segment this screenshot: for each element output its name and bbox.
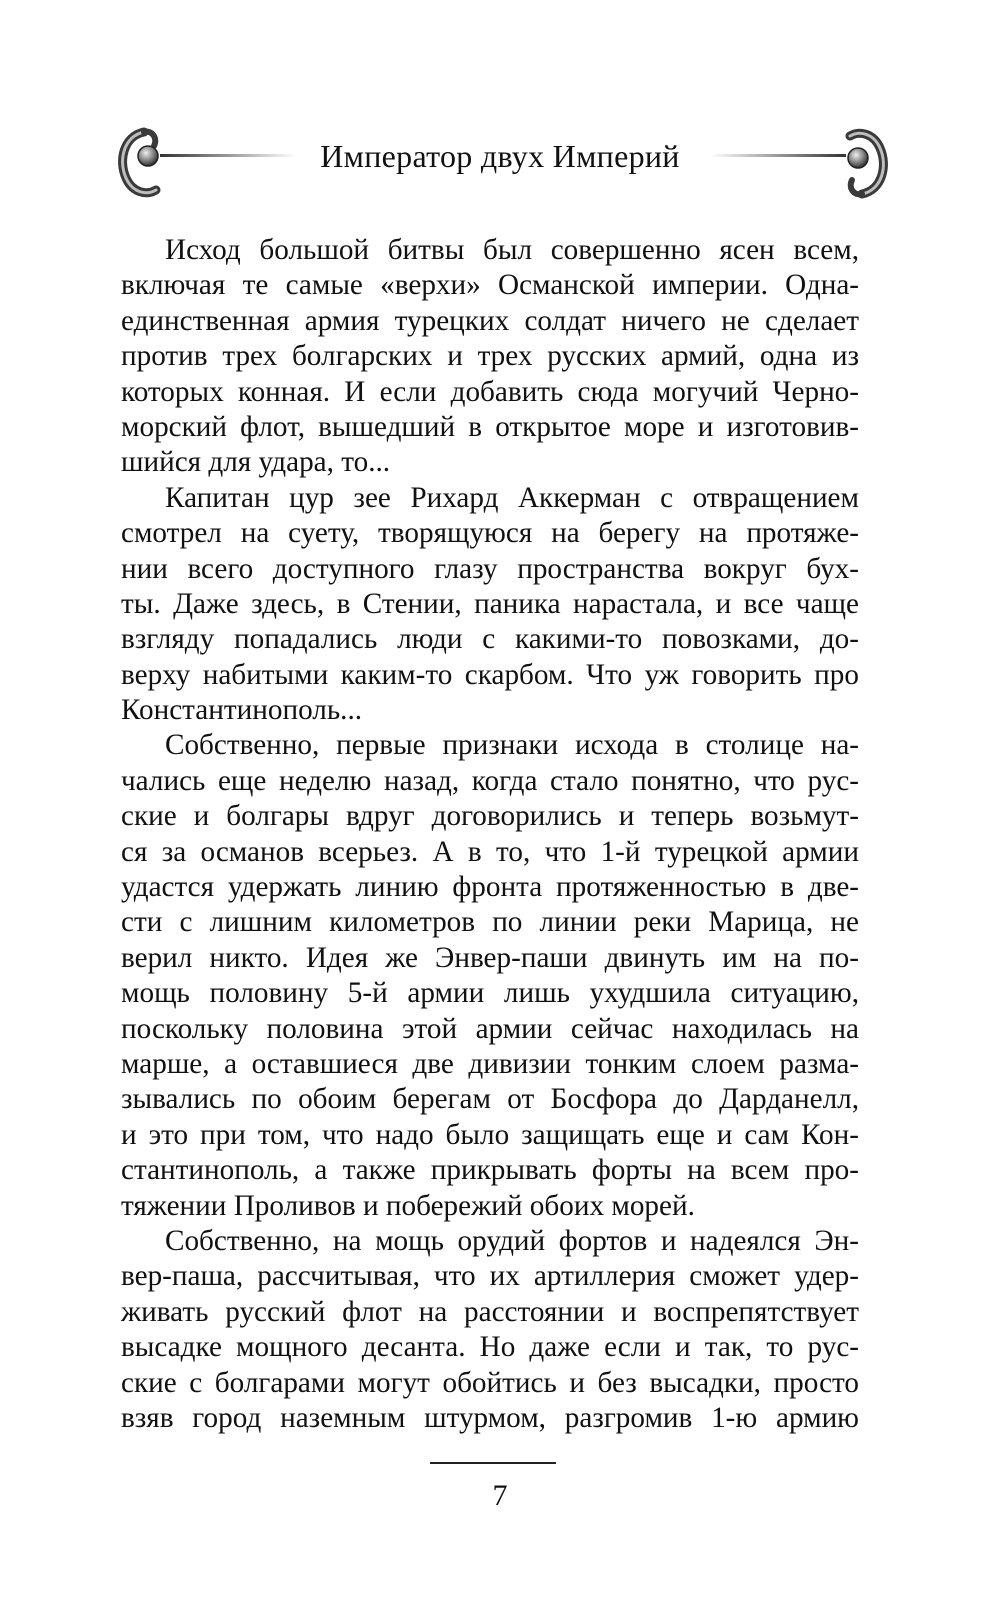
- body-text: [121, 233, 859, 1436]
- header-title: Император двух Империй: [320, 138, 680, 174]
- text-line: Собственно, первые признаки исхода в столице на-: [165, 729, 859, 762]
- text-line: верил никто. Идея же Энвер-паши двинуть им на по-: [121, 941, 859, 974]
- scroll-ornament-right-icon: [710, 118, 890, 208]
- running-header: [0, 118, 1000, 218]
- page-number: 7: [492, 1479, 508, 1512]
- text-line: ские и болгары вдруг договорились и теперь возьмут-: [121, 800, 859, 833]
- text-line: которых конная. И если добавить сюда могучий Черно-: [121, 375, 859, 408]
- text-line: удастся удержать линию фронта протяженностью в две-: [121, 871, 859, 904]
- text-line: поскольку половина этой армии сейчас находилась на: [121, 1012, 859, 1045]
- text-line: зывались по обоим берегам от Босфора до Дарданелл,: [121, 1083, 859, 1116]
- text-line: против трех болгарских и трех русских армий, одна из: [121, 340, 859, 373]
- text-line: ские с болгарами могут обойтись и без высадки, просто: [121, 1366, 859, 1399]
- text-line: шийся для удара, то...: [121, 446, 391, 479]
- footer-divider: [430, 1462, 556, 1464]
- text-line: вер-паша, рассчитывая, что их артиллерия сможет удер-: [121, 1260, 859, 1293]
- text-line: Собственно, на мощь орудий фортов и надеялся Эн-: [165, 1224, 859, 1257]
- text-line: стантинополь, а также прикрывать форты на всем про-: [121, 1154, 859, 1187]
- text-line: марше, а оставшиеся две дивизии тонким слоем разма-: [121, 1047, 859, 1080]
- text-line: Константинополь...: [121, 694, 363, 727]
- text-line: мощь половину 5-й армии лишь ухудшила ситуацию,: [121, 977, 859, 1010]
- text-line: Исход большой битвы был совершенно ясен всем,: [165, 234, 859, 266]
- text-line: единственная армия турецких солдат ничего не сделает: [121, 304, 859, 337]
- text-line: живать русский флот на расстоянии и воспрепятствует: [121, 1295, 859, 1328]
- text-line: тяжении Проливов и побережий обоих морей.: [121, 1189, 695, 1222]
- text-line: ся за османов всерьез. А в то, что 1-й турецкой армии: [121, 835, 859, 868]
- text-line: нии всего доступного глазу пространства вокруг бух-: [121, 552, 859, 585]
- text-line: сти с лишним километров по линии реки Марица, не: [121, 906, 859, 939]
- text-line: взгляду попадались люди с какими-то повозками, до-: [121, 623, 859, 656]
- text-line: и это при том, что надо было защищать еще и сам Кон-: [121, 1118, 859, 1151]
- text-line: ты. Даже здесь, в Стении, паника нарастала, и все чаще: [121, 587, 859, 620]
- text-line: Капитан цур зее Рихард Аккерман с отвращением: [165, 481, 859, 514]
- text-line: взяв город наземным штурмом, разгромив 1-ю армию: [121, 1401, 859, 1434]
- text-line: морский флот, вышедший в открытое море и изготовив-: [121, 410, 859, 443]
- text-line: верху набитыми каким-то скарбом. Что уж говорить про: [121, 658, 859, 691]
- text-line: чались еще неделю назад, когда стало понятно, что рус-: [121, 764, 859, 797]
- text-line: смотрел на суету, творящуюся на берегу на протяже-: [121, 517, 859, 550]
- text-line: высадке мощного десанта. Но даже если и так, то рус-: [121, 1331, 859, 1364]
- text-line: включая те самые «верхи» Османской империи. Одна-: [121, 269, 859, 302]
